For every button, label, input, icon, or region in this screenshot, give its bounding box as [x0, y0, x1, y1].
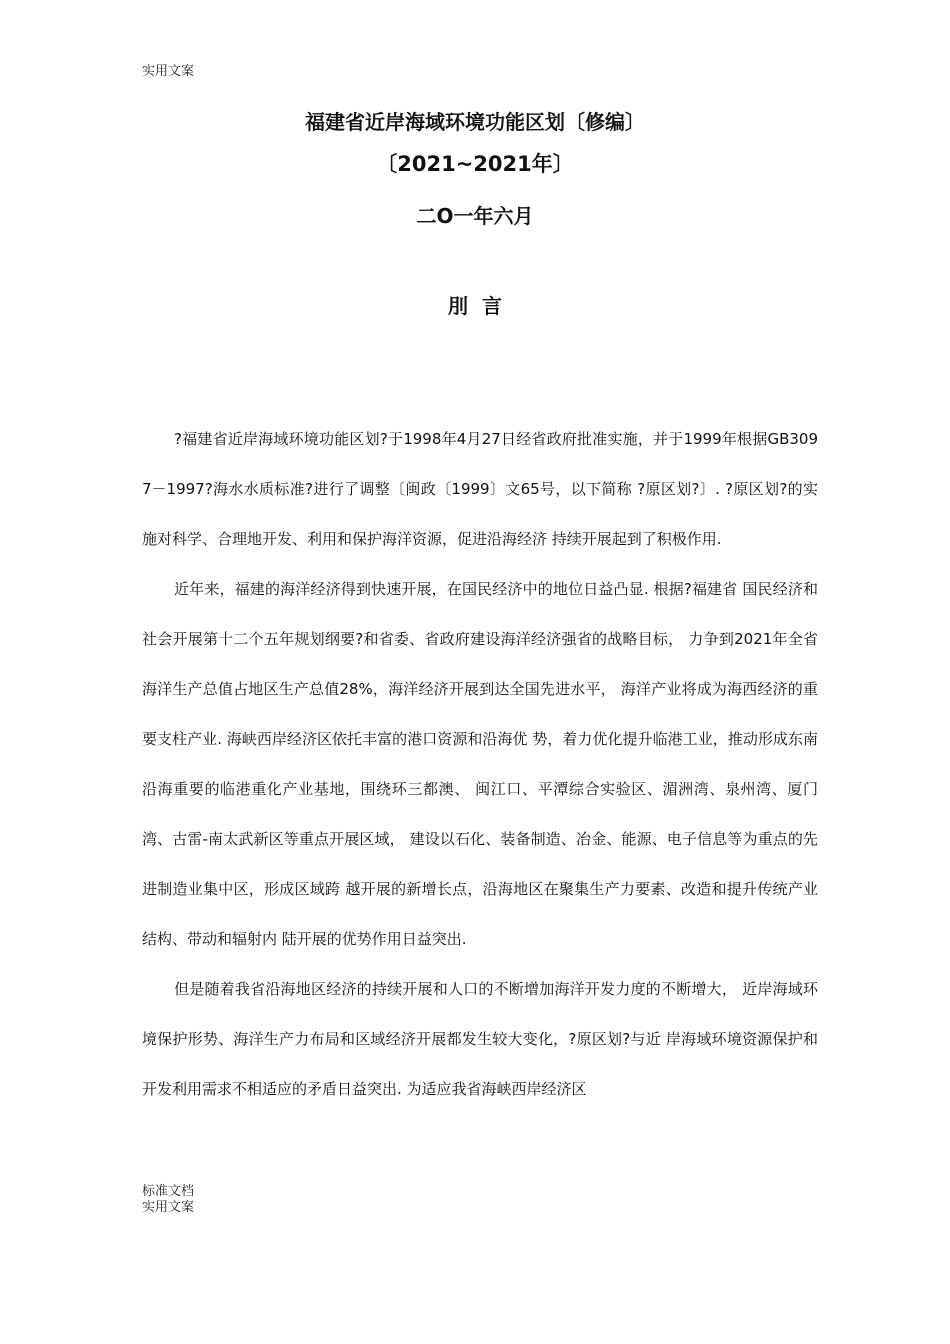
page-header-label: 实用文案	[142, 64, 195, 79]
footer-standard-label: 标准文档	[142, 1184, 195, 1199]
paragraph: ?福建省近岸海域环境功能区划?于1998年4月27日经省政府批准实施，并于1999年根据GB3097－1997?海水水质标准?进行了调整〔闽政〔1999〕文65号，以下简称 ?原区划?〕. ?原区划?的实施对科学、合理地开发、利用和保护海洋资源，促进沿海经济 持续开展起到了积极作用.	[142, 430, 818, 548]
document-title: 福建省近岸海域环境功能区划〔修编〕	[305, 110, 645, 134]
document-date: 二O一年六月	[416, 204, 534, 228]
paragraph: 近年来，福建的海洋经济得到快速开展，在国民经济中的地位日益凸显. 根据?福建省 国民经济和社会开展第十二个五年规划纲要?和省委、省政府建设海洋经济强省的战略目标， 力争到2021年全省海洋生产总值占地区生产总值28%，海洋经济开展到达全国先进水平， 海洋产业将成为海西经济的重要支柱产业. 海峡西岸经济区依托丰富的港口资源和沿海优 势，着力优化提升临港工业，推动形成东南沿海重要的临港重化产业基地，围绕环三都澳、 闽江口、平潭综合实验区、湄洲湾、泉州湾、厦门湾、古雷-南太武新区等重点开展区域， 建设以石化、装备制造、冶金、能源、电子信息等为重点的先进制造业集中区，形成区域跨 越开展的新增长点，沿海地区在聚集生产力要素、改造和提升传统产业结构、带动和辐射内 陆开展的优势作用日益突出.	[142, 580, 818, 948]
paragraph: 但是随着我省沿海地区经济的持续开展和人口的不断增加海洋开发力度的不断增大， 近岸海域环境保护形势、海洋生产力布局和区域经济开展都发生较大变化，?原区划?与近 岸海域环境资源保护和开发利用需求不相适应的矛盾日益突出. 为适应我省海峡西岸经济区	[142, 980, 818, 1098]
document-years: 〔2021~2021年〕	[376, 152, 574, 176]
footer-label: 实用文案	[142, 1200, 195, 1215]
document-body	[142, 414, 818, 1114]
preface-heading: 刖言	[448, 294, 516, 318]
